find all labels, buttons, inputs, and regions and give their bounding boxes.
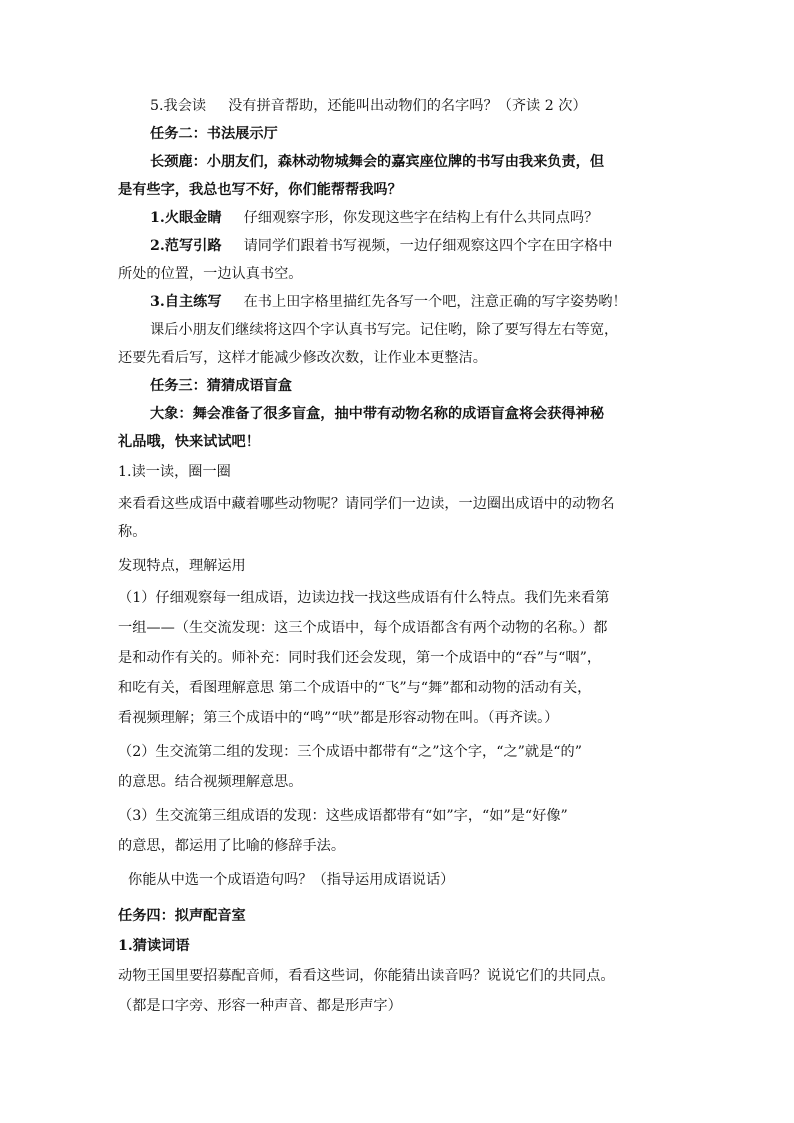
body-text: 1.读一读，圈一圈 (118, 464, 231, 480)
body-text: 动物王国里要招募配音师，看看这些词，你能猜出读音吗？说说它们的共同点。 (118, 968, 615, 984)
body-text: 没有拼音帮助，还能叫出动物们的名字吗？（齐读 2 次） (228, 98, 587, 114)
text-line (118, 432, 794, 452)
text-line (118, 772, 794, 792)
text-line (150, 124, 794, 144)
bold-text: 1.火眼金睛 (150, 210, 222, 226)
text-line (118, 494, 794, 514)
bold-text: 3.自主练写 (150, 294, 222, 310)
text-line (150, 96, 794, 116)
body-text: 请同学们跟着书写视频，一边仔细观察这四个字在田字格中 (243, 238, 613, 254)
text-line (118, 588, 794, 608)
body-text: 所处的位置，一边认真书空。 (118, 266, 303, 282)
text-line (118, 556, 794, 576)
bold-text: 长颈鹿：小朋友们，森林动物城舞会的嘉宾座位牌的书写由我来负责，但 (150, 154, 605, 170)
bold-text: 是有些字，我总也写不好，你们能帮帮我吗？ (118, 182, 402, 198)
text-line (150, 320, 794, 340)
text-line (118, 180, 794, 200)
body-text: 称。 (118, 524, 147, 540)
text-line (150, 236, 794, 256)
bold-text: 任务四：拟声配音室 (118, 908, 246, 924)
text-line (118, 996, 794, 1016)
text-line (150, 376, 794, 396)
text-line (118, 966, 794, 986)
text-line (118, 742, 794, 762)
text-line (118, 708, 794, 728)
bold-text: 2.范写引路 (150, 238, 222, 254)
text-line (118, 522, 794, 542)
text-line (118, 906, 794, 926)
body-text: 在书上田字格里描红先各写一个吧，注意正确的写字姿势哟！ (243, 294, 627, 310)
text-line (150, 292, 794, 312)
bold-text: 礼品哦，快来试试吧！ (118, 434, 260, 450)
body-text: 你能从中选一个成语造句吗？（指导运用成语说话） (128, 872, 455, 888)
body-text: 和吃有关，看图理解意思 第二个成语中的“飞”与“舞”都和动物的活动有关， (118, 680, 592, 696)
body-text: 仔细观察字形，你发现这些字在结构上有什么共同点吗？ (243, 210, 599, 226)
text-line (118, 264, 794, 284)
body-text: （1）仔细观察每一组成语，边读边找一找这些成语有什么特点。我们先来看第 (118, 590, 610, 606)
bold-text: 1.猜读词语 (118, 938, 190, 954)
bold-text: 大象：舞会准备了很多盲盒，抽中带有动物名称的成语盲盒将会获得神秘 (150, 406, 605, 422)
body-text: 来看看这些成语中藏着哪些动物呢？请同学们一边读，一边圈出成语中的动物名 (118, 496, 615, 512)
text-line (118, 836, 794, 856)
text-line (150, 404, 794, 424)
body-text: 的意思。结合视频理解意思。 (118, 774, 303, 790)
bold-text: 任务二：书法展示厅 (150, 126, 278, 142)
body-text: 还要先看后写，这样才能减少修改次数，让作业本更整洁。 (118, 350, 487, 366)
body-text: 课后小朋友们继续将这四个字认真书写完。记住哟，除了要写得左右等宽， (150, 322, 619, 338)
text-line (150, 152, 794, 172)
body-text: （都是口字旁、形容一种声音、都是形声字） (118, 998, 402, 1014)
bold-text: 任务三：猜猜成语盲盒 (150, 378, 292, 394)
text-line (118, 618, 794, 638)
text-line (118, 462, 794, 482)
text-line (128, 870, 794, 890)
text-line (118, 348, 794, 368)
body-text: 是和动作有关的。师补充：同时我们还会发现，第一个成语中的“吞”与“咽”， (118, 650, 602, 666)
body-text: 看视频理解；第三个成语中的“鸣”“吠”都是形容动物在叫。（再齐读。） (118, 710, 559, 726)
body-text: 的意思，都运用了比喻的修辞手法。 (118, 838, 346, 854)
body-text: 发现特点，理解运用 (118, 558, 246, 574)
text-line (118, 648, 794, 668)
text-line (118, 936, 794, 956)
text-line (118, 806, 794, 826)
body-text: 5.我会读 (150, 98, 207, 114)
text-line (150, 208, 794, 228)
body-text: （3）生交流第三组成语的发现：这些成语都带有“如”字，“如”是“好像” (118, 808, 568, 824)
body-text: （2）生交流第二组的发现：三个成语中都带有“之”这个字，“之”就是“的” (118, 744, 582, 760)
body-text: 一组——（生交流发现：这三个成语中，每个成语都含有两个动物的名称。）都 (118, 620, 608, 636)
text-line (118, 678, 794, 698)
